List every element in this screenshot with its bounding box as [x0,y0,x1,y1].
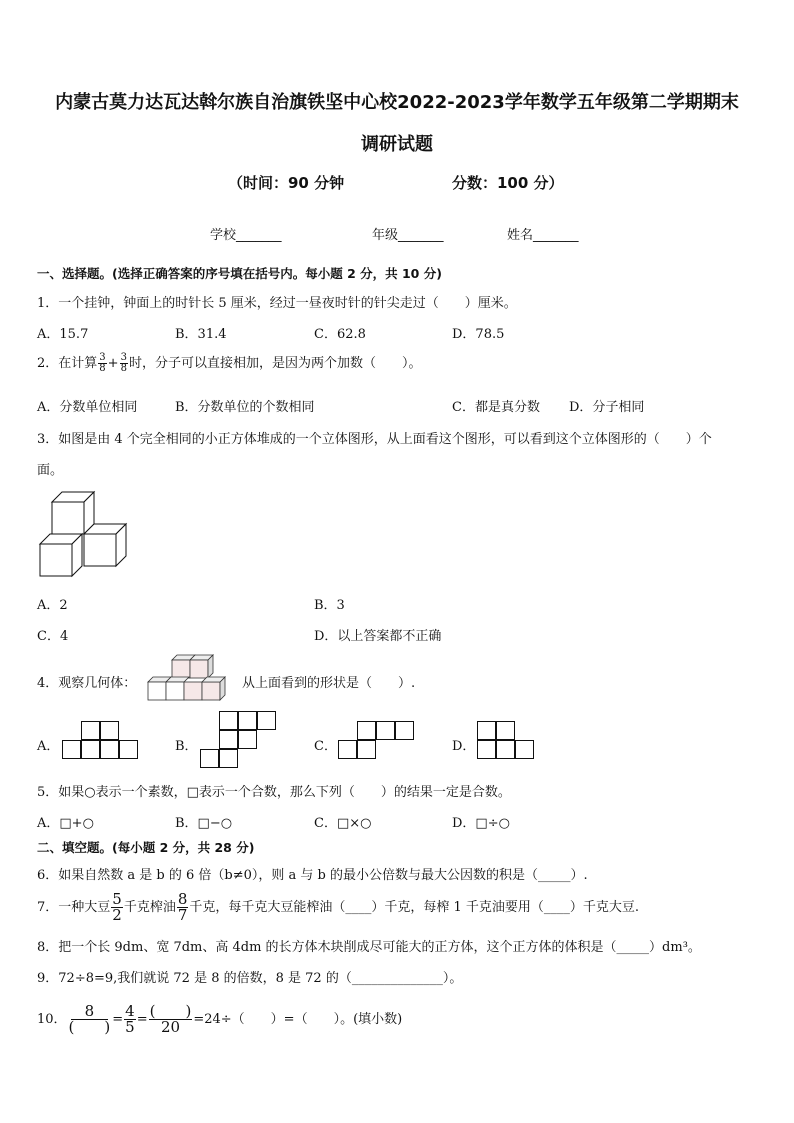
exam-time: （时间：90 分钟 [228,174,345,192]
q6-text: 6．如果自然数 a 是 b 的 6 倍（b≠0），则 a 与 b 的最小公倍数与最大公因数的积是（_____）. [37,868,588,883]
exam-title-line2: 调研试题 [361,134,433,155]
q10-f2-denominator: 5 [125,1018,135,1036]
school-field[interactable]: 学校_______ [210,228,282,243]
q2-f2-numerator: 3 [120,352,127,363]
q10-suffix: =24÷（ ）=（ ）。(填小数) [193,1012,403,1027]
q7-text [37,892,639,923]
q10-f1-numerator: 8 [71,1004,109,1020]
q5-option-d[interactable]: D．□÷○ [452,816,510,831]
q5-option-b[interactable]: B．□−○ [175,816,233,831]
q2-option-c[interactable]: C．都是真分数 [452,400,540,415]
q3-option-d[interactable]: D．以上答案都不正确 [314,629,442,644]
q3-option-a[interactable]: A．2 [37,598,68,613]
grade-field[interactable]: 年级_______ [372,228,444,243]
q1-option-d[interactable]: D．78.5 [452,327,505,342]
q2-f1-numerator: 3 [99,352,106,363]
q9-text: 9．72÷8=9,我们就说 72 是 8 的倍数，8 是 72 的（______________）。 [37,971,463,986]
q10-fraction-1 [68,1004,112,1035]
q2-option-d[interactable]: D．分子相同 [569,400,645,415]
q2-f2-denominator: 8 [120,363,127,374]
q2-fraction-2 [120,353,128,374]
q10-fraction-3 [149,1004,193,1035]
q1-text: 1．一个挂钟，钟面上的时针长 5 厘米，经过一昼夜时针的针尖走过（ ）厘米。 [37,296,517,311]
q10-eq-1: = [112,1012,124,1027]
section1-heading: 一、选择题。(选择正确答案的序号填在括号内。每小题 2 分，共 10 分) [37,266,442,281]
q10-eq-2: = [136,1012,148,1027]
q10-f3-numerator[interactable]: ( ) [149,1002,192,1020]
q2-text [37,352,421,374]
q7-f2-numerator: 8 [177,890,188,908]
q4-solid-figure [146,652,236,702]
q2-option-b[interactable]: B．分数单位的个数相同 [175,400,315,415]
exam-title-line1: 内蒙古莫力达瓦达斡尔族自治旗铁坚中心校2022-2023学年数学五年级第二学期期末 [55,92,739,113]
q2-option-a[interactable]: A．分数单位相同 [37,400,138,415]
q10-prefix: 10． [37,1012,67,1027]
q2-suffix: 时，分子可以直接相加，是因为两个加数（ ）。 [128,356,422,371]
q3-text-line2: 面。 [37,463,64,478]
q10-text [37,1004,402,1035]
q2-f1-denominator: 8 [99,363,106,374]
q1-option-c[interactable]: C．62.8 [314,327,366,342]
q4-option-b[interactable]: B． [175,739,198,754]
q5-text: 5．如果○表示一个素数，□表示一个合数，那么下列（ ）的结果一定是合数。 [37,785,511,800]
q8-text: 8．把一个长 9dm、宽 7dm、高 4dm 的长方体木块削成尽可能大的正方体，这个正方体的体积是（_____）dm³。 [37,940,701,955]
q3-option-c[interactable]: C．4 [37,629,69,644]
q3-option-b[interactable]: B．3 [314,598,345,613]
q10-f2-numerator: 4 [125,1002,135,1020]
q2-fraction-1 [98,353,106,374]
q2-plus: + [107,356,119,371]
q5-option-c[interactable]: C．□×○ [314,816,372,831]
q1-option-a[interactable]: A．15.7 [37,327,89,342]
q7-fraction-1 [111,892,123,923]
q7-mid2: 千克，每千克大豆能榨油（____）千克，每榨 1 千克油要用（____）千克大豆. [189,900,640,915]
q7-f1-numerator: 5 [112,890,122,908]
name-field[interactable]: 姓名_______ [507,228,579,243]
q4-option-a[interactable]: A． [37,739,60,754]
q7-f1-denominator: 2 [112,906,122,924]
q7-fraction-2 [177,892,189,923]
section2-heading: 二、填空题。(每小题 2 分，共 28 分) [37,840,255,855]
exam-score: 分数：100 分） [452,174,564,192]
q4-option-c[interactable]: C． [314,739,337,754]
q7-prefix: 7．一种大豆 [37,900,111,915]
q10-f3-denominator: 20 [160,1018,181,1036]
q7-f2-denominator: 7 [177,906,188,924]
q5-option-a[interactable]: A．□+○ [37,816,94,831]
q10-fraction-2 [124,1004,136,1035]
q4-suffix: 从上面看到的形状是（ ）. [242,676,416,691]
q4-prefix: 4．观察几何体： [37,676,137,691]
q7-mid1: 千克榨油 [123,900,176,915]
q1-option-b[interactable]: B．31.4 [175,327,227,342]
q2-prefix: 2．在计算 [37,356,98,371]
q3-text-line1: 3．如图是由 4 个完全相同的小正方体堆成的一个立体图形，从上面看这个图形，可以看到这个立体图形的（ ）个 [37,432,712,447]
q3-cube-figure [36,490,128,582]
q10-f1-denominator[interactable]: ( ) [68,1018,111,1036]
q4-option-d[interactable]: D． [452,739,476,754]
